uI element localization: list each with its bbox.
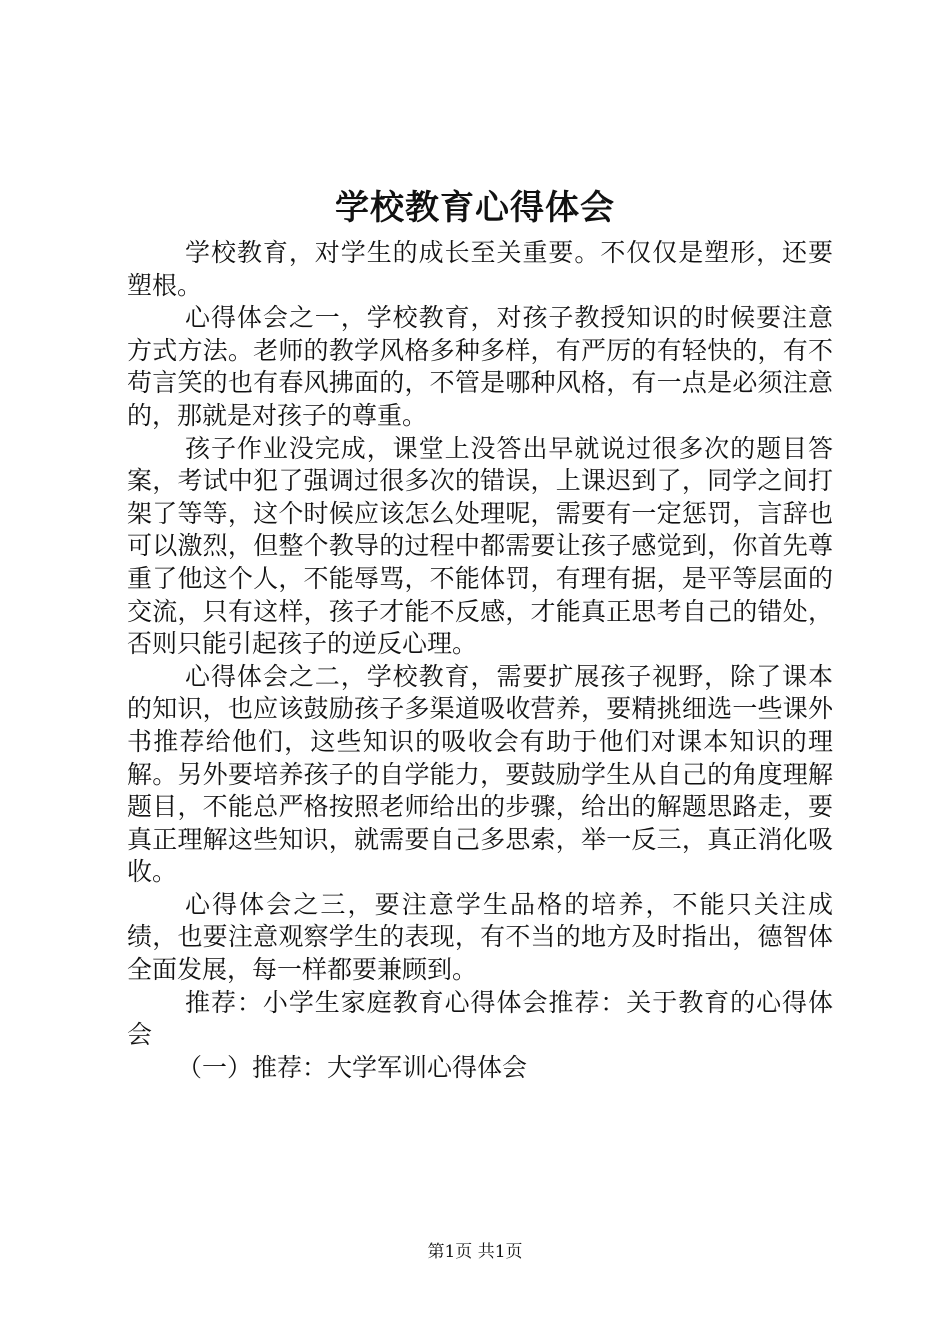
page-number: 第1页 共1页 — [427, 1242, 523, 1262]
paragraph-intro: 学校教育，对学生的成长至关重要。不仅仅是塑形，还要塑根。 — [127, 238, 833, 300]
paragraph-insight-two: 心得体会之二，学校教育，需要扩展孩子视野，除了课本的知识，也应该鼓励孩子多渠道吸收营养，要精挑细选一些课外书推荐给他们，这些知识的吸收会有助于他们对课本知识的理解。另外要培养孩子的自学能力，要鼓励学生从自己的角度理解题目，不能总严格按照老师给出的步骤，给出的解题思路走，要真正理解这些知识，就需要自己多思索，举一反三，真正消化吸收。 — [127, 661, 833, 887]
paragraph-respect: 孩子作业没完成，课堂上没答出早就说过很多次的题目答案，考试中犯了强调过很多次的错误，上课迟到了，同学之间打架了等等，这个时候应该怎么处理呢，需要有一定惩罚，言辞也可以激烈，但整个教导的过程中都需要让孩子感觉到，你首先尊重了他这个人，不能辱骂，不能体罚，有理有据，是平等层面的交流，只有这样，孩子才能不反感，才能真正思考自己的错处，否则只能引起孩子的逆反心理。 — [127, 433, 833, 659]
paragraph-insight-three: 心得体会之三，要注意学生品格的培养，不能只关注成绩，也要注意观察学生的表现，有不当的地方及时指出，德智体全面发展，每一样都要兼顾到。 — [127, 889, 833, 985]
paragraph-recommendation: 推荐：小学生家庭教育心得体会推荐：关于教育的心得体会 — [127, 987, 833, 1050]
paragraph-insight-one: 心得体会之一，学校教育，对孩子教授知识的时候要注意方式方法。老师的教学风格多种多样，有严厉的有轻快的，有不苟言笑的也有春风拂面的，不管是哪种风格，有一点是必须注意的，那就是对孩子的尊重。 — [127, 303, 833, 430]
recommendation-sub-line: （一）推荐：大学军训心得体会 — [177, 1052, 528, 1082]
document-title: 学校教育心得体会 — [335, 188, 615, 228]
document-body — [127, 237, 833, 1084]
